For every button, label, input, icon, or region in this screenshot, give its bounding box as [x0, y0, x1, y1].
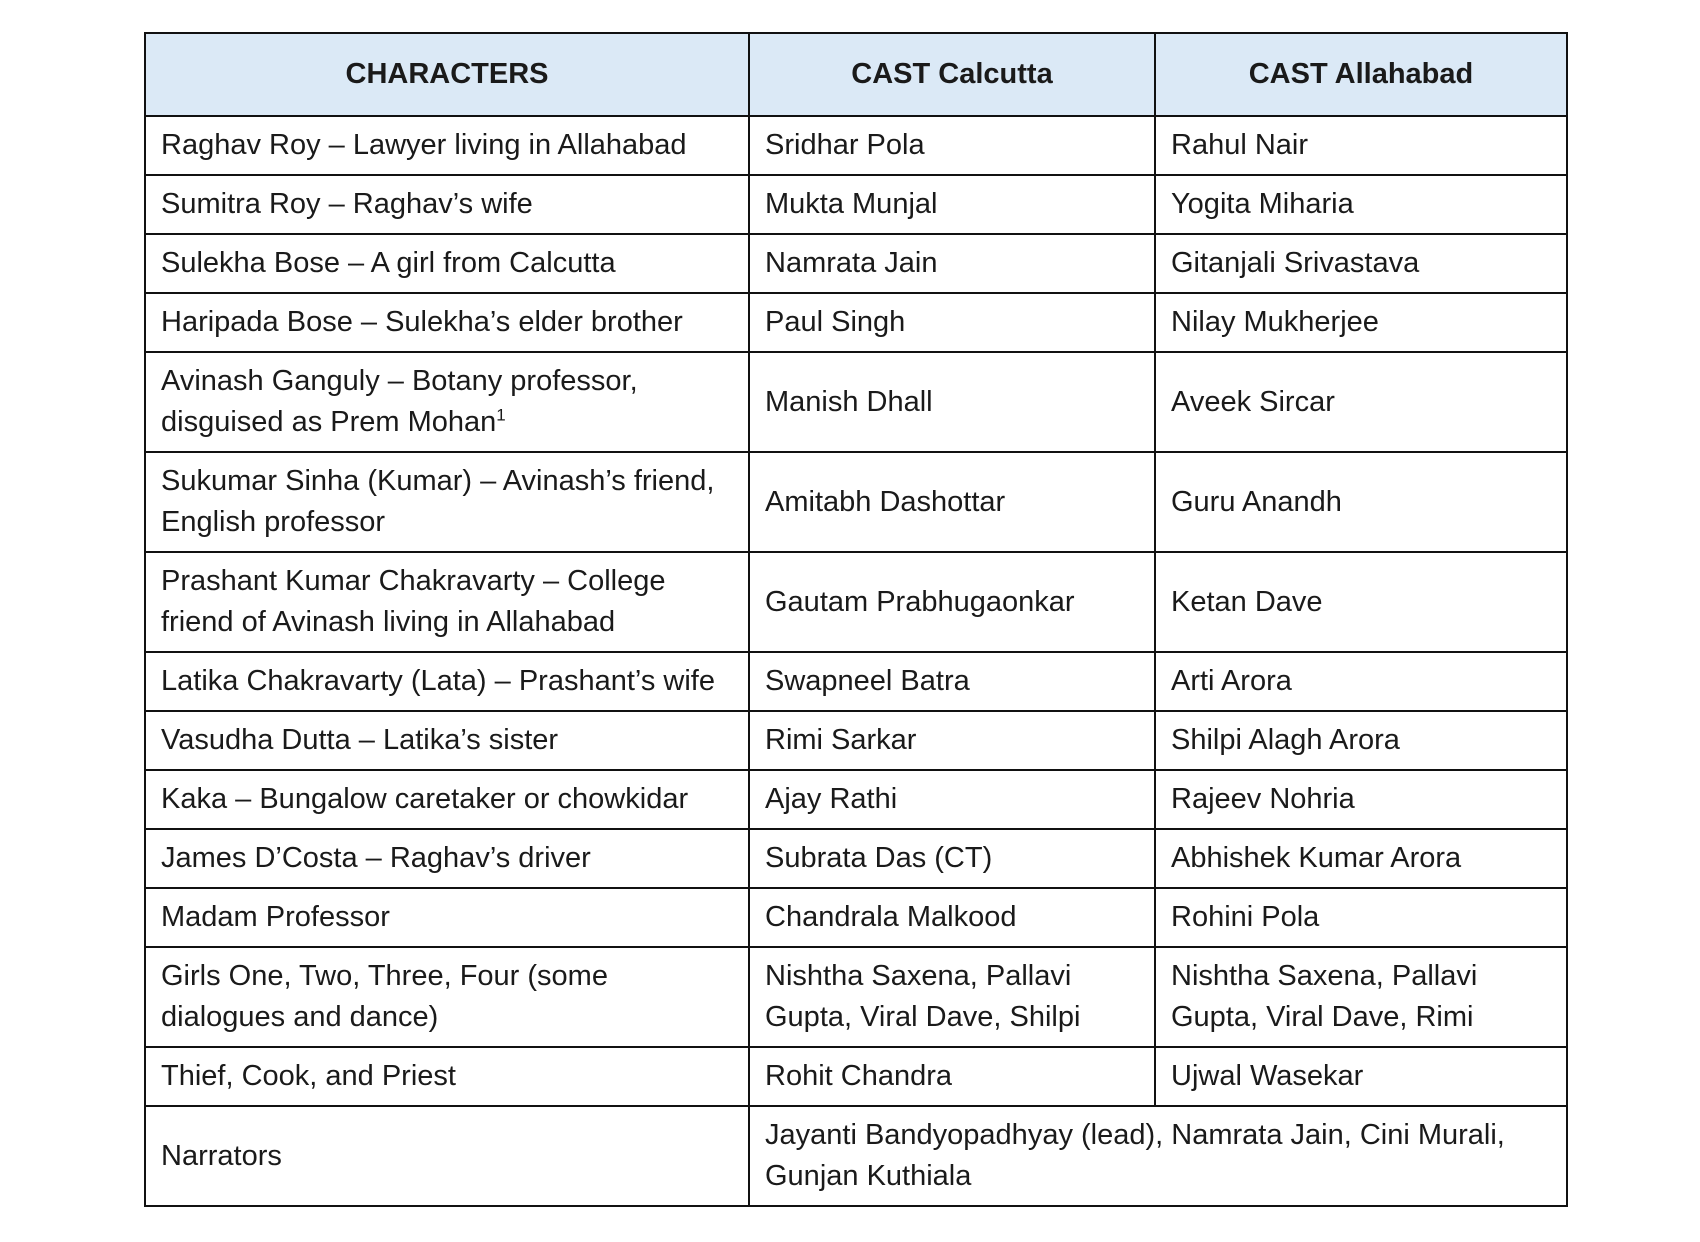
character-text: Avinash Ganguly – Botany professor, disguised as Prem Mohan — [161, 365, 638, 438]
narrators-row — [145, 1106, 1567, 1206]
character-cell: Latika Chakravarty (Lata) – Prashant’s wife — [145, 652, 749, 711]
character-cell: Sulekha Bose – A girl from Calcutta — [145, 234, 749, 293]
cast-allahabad-cell: Abhishek Kumar Arora — [1155, 829, 1567, 888]
table-row — [145, 1047, 1567, 1106]
cast-allahabad-cell: Guru Anandh — [1155, 452, 1567, 552]
table-row — [145, 829, 1567, 888]
header-characters: CHARACTERS — [145, 33, 749, 116]
cast-allahabad-cell: Yogita Miharia — [1155, 175, 1567, 234]
cast-calcutta-cell: Nishtha Saxena, Pallavi Gupta, Viral Dave, Shilpi — [749, 947, 1155, 1047]
table-row — [145, 711, 1567, 770]
table-row — [145, 552, 1567, 652]
cast-calcutta-cell: Rohit Chandra — [749, 1047, 1155, 1106]
header-cast-allahabad: CAST Allahabad — [1155, 33, 1567, 116]
cast-allahabad-cell: Nishtha Saxena, Pallavi Gupta, Viral Dave, Rimi — [1155, 947, 1567, 1047]
cast-allahabad-cell: Ketan Dave — [1155, 552, 1567, 652]
footnote-marker: 1 — [496, 405, 506, 425]
cast-allahabad-cell: Arti Arora — [1155, 652, 1567, 711]
character-cell: Kaka – Bungalow caretaker or chowkidar — [145, 770, 749, 829]
character-cell — [145, 352, 749, 452]
character-cell: James D’Costa – Raghav’s driver — [145, 829, 749, 888]
cast-calcutta-cell: Subrata Das (CT) — [749, 829, 1155, 888]
narrators-cast: Jayanti Bandyopadhyay (lead), Namrata Jain, Cini Murali, Gunjan Kuthiala — [749, 1106, 1567, 1206]
table-row — [145, 947, 1567, 1047]
table-row — [145, 175, 1567, 234]
cast-calcutta-cell: Manish Dhall — [749, 352, 1155, 452]
cast-allahabad-cell: Nilay Mukherjee — [1155, 293, 1567, 352]
character-cell: Sukumar Sinha (Kumar) – Avinash’s friend, English professor — [145, 452, 749, 552]
table-row — [145, 770, 1567, 829]
character-cell: Girls One, Two, Three, Four (some dialogues and dance) — [145, 947, 749, 1047]
cast-calcutta-cell: Paul Singh — [749, 293, 1155, 352]
table-row — [145, 652, 1567, 711]
cast-table — [144, 32, 1568, 1207]
table-row — [145, 234, 1567, 293]
cast-allahabad-cell: Shilpi Alagh Arora — [1155, 711, 1567, 770]
cast-allahabad-cell: Rajeev Nohria — [1155, 770, 1567, 829]
character-cell: Madam Professor — [145, 888, 749, 947]
cast-calcutta-cell: Ajay Rathi — [749, 770, 1155, 829]
table-row — [145, 888, 1567, 947]
cast-calcutta-cell: Chandrala Malkood — [749, 888, 1155, 947]
narrators-label: Narrators — [145, 1106, 749, 1206]
cast-allahabad-cell: Ujwal Wasekar — [1155, 1047, 1567, 1106]
cast-calcutta-cell: Mukta Munjal — [749, 175, 1155, 234]
character-cell: Prashant Kumar Chakravarty – College friend of Avinash living in Allahabad — [145, 552, 749, 652]
character-cell: Raghav Roy – Lawyer living in Allahabad — [145, 116, 749, 175]
cast-allahabad-cell: Rahul Nair — [1155, 116, 1567, 175]
table-row — [145, 452, 1567, 552]
cast-calcutta-cell: Namrata Jain — [749, 234, 1155, 293]
header-row — [145, 33, 1567, 116]
table-row — [145, 352, 1567, 452]
character-cell: Vasudha Dutta – Latika’s sister — [145, 711, 749, 770]
character-cell: Haripada Bose – Sulekha’s elder brother — [145, 293, 749, 352]
cast-allahabad-cell: Aveek Sircar — [1155, 352, 1567, 452]
cast-calcutta-cell: Sridhar Pola — [749, 116, 1155, 175]
cast-calcutta-cell: Rimi Sarkar — [749, 711, 1155, 770]
cast-calcutta-cell: Gautam Prabhugaonkar — [749, 552, 1155, 652]
cast-calcutta-cell: Swapneel Batra — [749, 652, 1155, 711]
cast-allahabad-cell: Rohini Pola — [1155, 888, 1567, 947]
character-cell: Thief, Cook, and Priest — [145, 1047, 749, 1106]
cast-allahabad-cell: Gitanjali Srivastava — [1155, 234, 1567, 293]
cast-calcutta-cell: Amitabh Dashottar — [749, 452, 1155, 552]
header-cast-calcutta: CAST Calcutta — [749, 33, 1155, 116]
table-row — [145, 293, 1567, 352]
character-cell: Sumitra Roy – Raghav’s wife — [145, 175, 749, 234]
table-row — [145, 116, 1567, 175]
